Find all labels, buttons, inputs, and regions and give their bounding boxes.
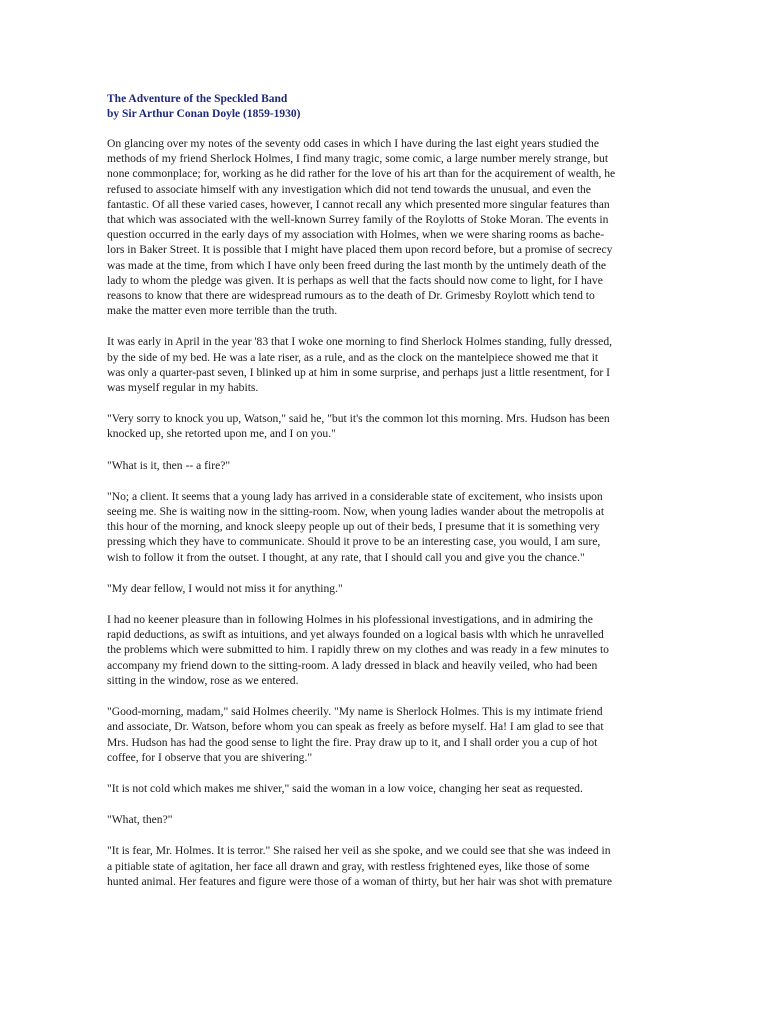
paragraph [107,843,659,889]
text-line: It was early in April in the year '83 that I woke one morning to find Sherlock Holmes standing, fully dressed, [107,335,613,349]
text-line: pressing which they have to communicate. Should it prove to be an interesting case, you would, I am sure, [107,535,601,549]
text-line: lors in Baker Street. It is possible that I might have placed them upon record before, but a promise of secrecy [107,243,613,257]
paragraph [107,781,659,796]
text-line: "Good-morning, madam," said Holmes cheerily. "My name is Sherlock Holmes. This is my intimate friend [107,705,603,719]
text-line: none commonplace; for, working as he did rather for the love of his art than for the acquirement of wealth, he [107,167,616,181]
text-line: lady to whom the pledge was given. It is perhaps as well that the facts should now come to light, for I have [107,273,603,287]
text-line: and associate, Dr. Watson, before whom you can speak as freely as before myself. Ha! I am glad to see that [107,720,604,734]
paragraph [107,136,659,318]
text-line: "What, then?" [107,813,173,827]
text-line: make the matter even more terrible than the truth. [107,304,338,318]
paragraph [107,581,659,596]
text-line: methods of my friend Sherlock Holmes, I find many tragic, some comic, a large number merely strange, but [107,152,609,166]
text-line: rapid deductions, as swift as intuitions, and yet always founded on a logical basis wlth which he unravelled [107,628,604,642]
text-line: I had no keener pleasure than in following Holmes in his plofessional investigations, and in admiring the [107,613,593,627]
paragraph [107,458,659,473]
document-body [107,136,659,889]
text-line: this hour of the morning, and knock sleepy people up out of their beds, I presume that it is something very [107,520,600,534]
text-line: hunted animal. Her features and figure were those of a woman of thirty, but her hair was shot with premature [107,874,613,888]
text-line: sitting in the window, rose as we entered. [107,673,299,687]
text-line: "Very sorry to knock you up, Watson," said he, "but it's the common lot this morning. Mrs. Hudson has been [107,412,610,426]
text-line: Mrs. Hudson has had the good sense to light the fire. Pray draw up to it, and I shall order you a cup of hot [107,735,598,749]
text-line: knocked up, she retorted upon me, and I on you." [107,427,336,441]
paragraph [107,704,659,765]
paragraph [107,612,659,688]
text-line: accompany my friend down to the sitting-room. A lady dressed in black and heavily veiled, who had been [107,658,598,672]
text-line: that which was associated with the well-known Surrey family of the Roylotts of Stoke Moran. The events in [107,213,609,227]
text-line: question occurred in the early days of my association with Holmes, when we were sharing rooms as bache- [107,228,605,242]
text-line: "It is fear, Mr. Holmes. It is terror." She raised her veil as she spoke, and we could see that she was indeed in [107,844,611,858]
text-line: refused to associate himself with any investigation which did not tend towards the unusual, and even the [107,182,591,196]
document-page [107,92,659,905]
text-line: "My dear fellow, I would not miss it for anything." [107,581,343,595]
paragraph [107,489,659,565]
text-line: seeing me. She is waiting now in the sitting-room. Now, when young ladies wander about the metropolis at [107,505,605,519]
text-line: coffee, for I observe that you are shivering." [107,750,313,764]
document-byline: by Sir Arthur Conan Doyle (1859-1930) [107,108,301,120]
document-title: The Adventure of the Speckled Band [107,93,288,105]
text-line: "It is not cold which makes me shiver," said the woman in a low voice, changing her seat as requested. [107,781,583,795]
text-line: by the side of my bed. He was a late riser, as a rule, and as the clock on the mantelpiece showed me that it [107,350,599,364]
text-line: fantastic. Of all these varied cases, however, I cannot recall any which presented more singular features than [107,197,610,211]
text-line: was made at the time, from which I have only been freed during the last month by the untimely death of the [107,258,607,272]
text-line: was myself regular in my habits. [107,381,259,395]
text-line: was only a quarter-past seven, I blinked up at him in some surprise, and perhaps just a little resentment, for I [107,365,610,379]
paragraph [107,812,659,827]
text-line: On glancing over my notes of the seventy odd cases in which I have during the last eight years studied the [107,137,599,150]
text-line: a pitiable state of agitation, her face all drawn and gray, with restless frightened eyes, like those of some [107,859,590,873]
text-line: wish to follow it from the outset. I thought, at any rate, that I should call you and give you the chance." [107,550,585,564]
text-line: "No; a client. It seems that a young lady has arrived in a considerable state of excitement, who insists upon [107,489,603,503]
text-line: reasons to know that there are widespread rumours as to the death of Dr. Grimesby Roylott which tend to [107,289,595,303]
text-line: the problems which were submitted to him. I rapidly threw on my clothes and was ready in a few minutes to [107,643,609,657]
paragraph [107,411,659,441]
text-line: "What is it, then -- a fire?" [107,458,231,472]
paragraph [107,334,659,395]
